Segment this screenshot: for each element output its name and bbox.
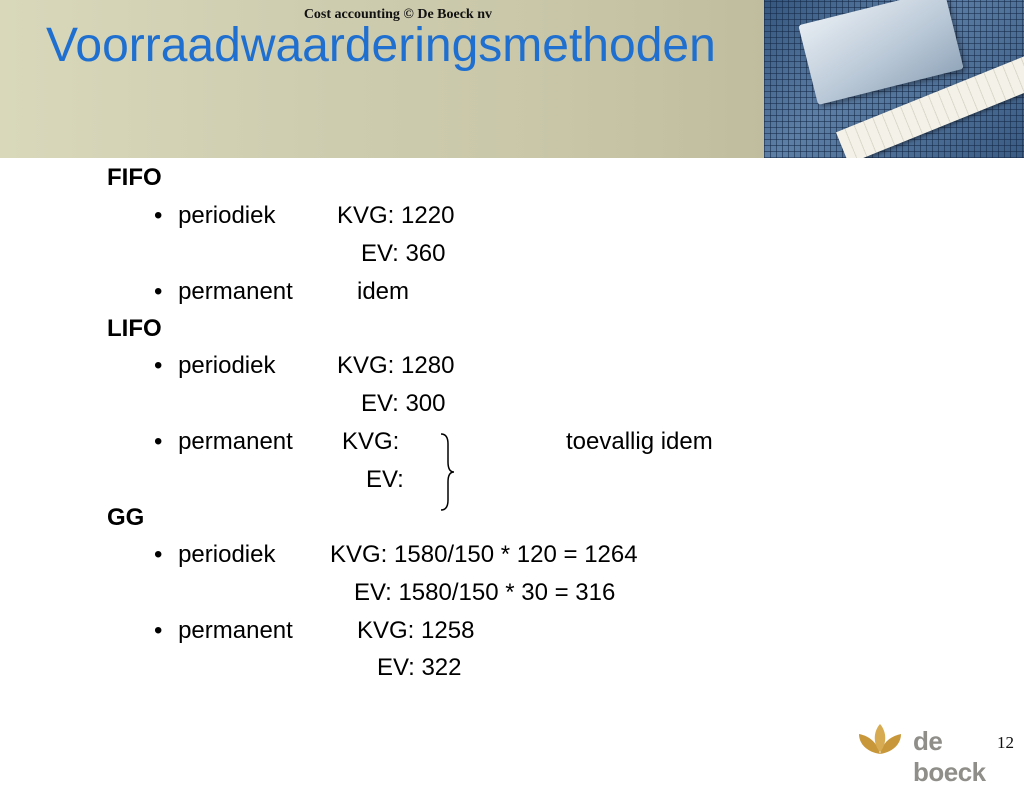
lifo-periodiek-ev: EV: 300	[361, 390, 446, 417]
page-number: 12	[997, 733, 1014, 752]
gg-permanent-ev: EV: 322	[377, 654, 462, 681]
lifo-periodiek-item	[154, 352, 275, 380]
gg-periodiek-label: periodiek	[178, 541, 276, 568]
lifo-permanent-item	[154, 428, 293, 456]
copyright-notice: Cost accounting © De Boeck nv	[303, 7, 492, 22]
slide-title: Voorraadwaarderingsmethoden	[46, 19, 716, 72]
fifo-periodiek-label: periodiek	[178, 202, 276, 229]
fifo-periodiek-item	[154, 202, 275, 230]
gg-periodiek-item	[154, 541, 275, 569]
header-banner	[0, 0, 764, 158]
lifo-heading: LIFO	[107, 315, 162, 342]
gg-permanent-kvg: KVG: 1258	[357, 617, 475, 644]
fifo-permanent-item	[154, 278, 293, 306]
logo-text: de boeck	[913, 726, 986, 787]
gg-heading: GG	[107, 504, 145, 531]
gg-permanent-item	[154, 617, 293, 645]
fifo-permanent-value: idem	[357, 278, 410, 305]
gg-periodiek-kvg: KVG: 1580/150 * 120 = 1264	[330, 541, 638, 568]
lifo-permanent-note: toevallig idem	[566, 428, 713, 455]
gg-permanent-label: permanent	[178, 617, 293, 644]
lifo-periodiek-kvg: KVG: 1280	[337, 352, 455, 379]
lifo-permanent-label: permanent	[178, 428, 293, 455]
fifo-periodiek-kvg: KVG: 1220	[337, 202, 455, 229]
lifo-periodiek-label: periodiek	[178, 352, 276, 379]
gg-periodiek-ev: EV: 1580/150 * 30 = 316	[354, 579, 616, 606]
slide-content	[0, 158, 1024, 718]
de-boeck-logo	[855, 720, 1015, 787]
leaf-icon	[855, 722, 905, 758]
banknote-bundle-image	[798, 0, 963, 105]
header-money-photo	[764, 0, 1024, 158]
fifo-permanent-label: permanent	[178, 278, 293, 305]
right-brace-icon	[438, 432, 458, 512]
lifo-permanent-kvg: KVG:	[342, 428, 400, 455]
lifo-permanent-ev: EV:	[366, 466, 404, 493]
fifo-periodiek-ev: EV: 360	[361, 240, 446, 267]
fifo-heading: FIFO	[107, 164, 162, 191]
